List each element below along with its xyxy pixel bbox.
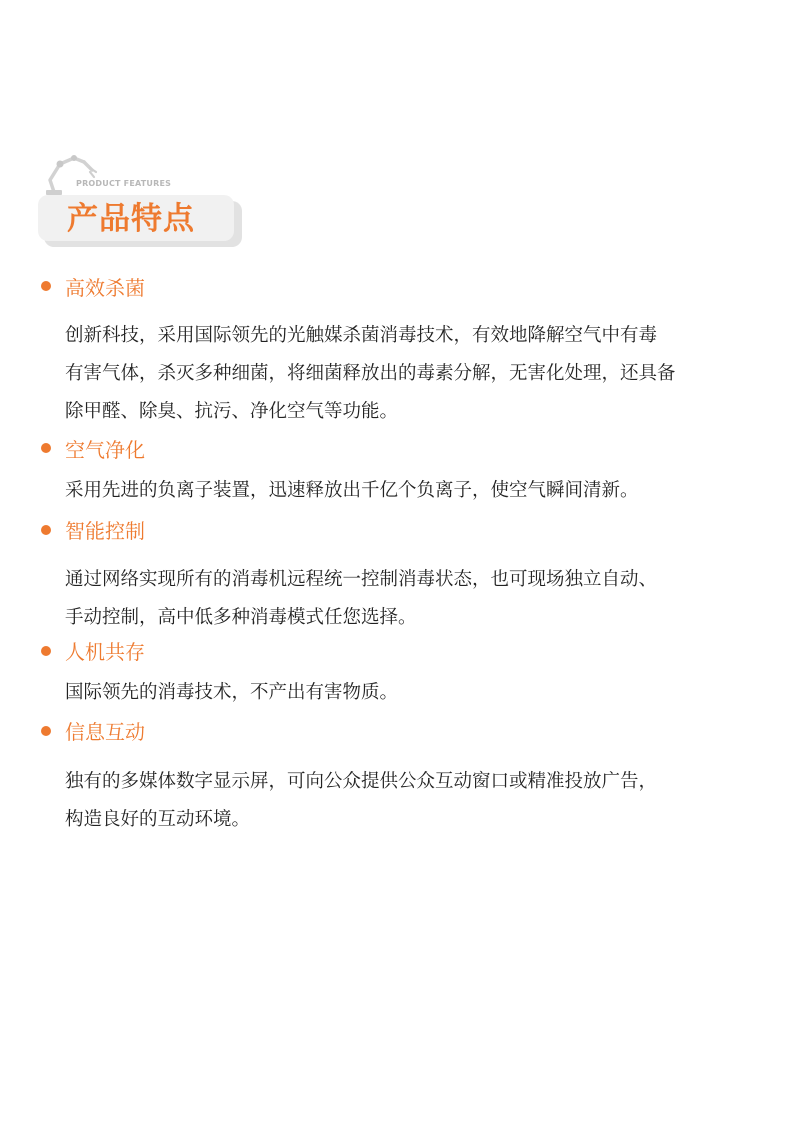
page-title: 产品特点 (67, 201, 195, 237)
feature-title: 人机共存 (65, 640, 145, 664)
feature-title: 高效杀菌 (65, 276, 145, 300)
feature-line: 有害气体，杀灭多种细菌，将细菌释放出的毒素分解，无害化处理，还具备 (65, 363, 676, 384)
feature-description (65, 763, 751, 839)
feature-line: 国际领先的消毒技术，不产出有害物质。 (65, 682, 399, 703)
feature-line: 构造良好的互动环境。 (65, 809, 251, 830)
feature-description (65, 674, 751, 712)
feature-line: 独有的多媒体数字显示屏，可向公众提供公众互动窗口或精准投放广告， (65, 771, 658, 792)
bullet-dot-icon (41, 525, 51, 535)
feature-line: 创新科技，采用国际领先的光触媒杀菌消毒技术，有效地降解空气中有毒 (65, 325, 658, 346)
feature-description (65, 472, 751, 510)
robot-arm-icon (44, 152, 100, 196)
header-subtitle: PRODUCT FEATURES (76, 179, 172, 188)
feature-line: 采用先进的负离子装置，迅速释放出千亿个负离子，使空气瞬间清新。 (65, 480, 639, 501)
feature-title: 智能控制 (65, 519, 145, 543)
feature-line: 通过网络实现所有的消毒机远程统一控制消毒状态，也可现场独立自动、 (65, 569, 658, 590)
bullet-dot-icon (41, 443, 51, 453)
feature-description (65, 561, 751, 637)
feature-title: 空气净化 (65, 438, 145, 462)
bullet-dot-icon (41, 726, 51, 736)
feature-title: 信息互动 (65, 720, 145, 744)
bullet-dot-icon (41, 281, 51, 291)
bullet-dot-icon (41, 646, 51, 656)
feature-description (65, 317, 751, 431)
feature-line: 除甲醛、除臭、抗污、净化空气等功能。 (65, 401, 399, 422)
feature-line: 手动控制，高中低多种消毒模式任您选择。 (65, 607, 417, 628)
